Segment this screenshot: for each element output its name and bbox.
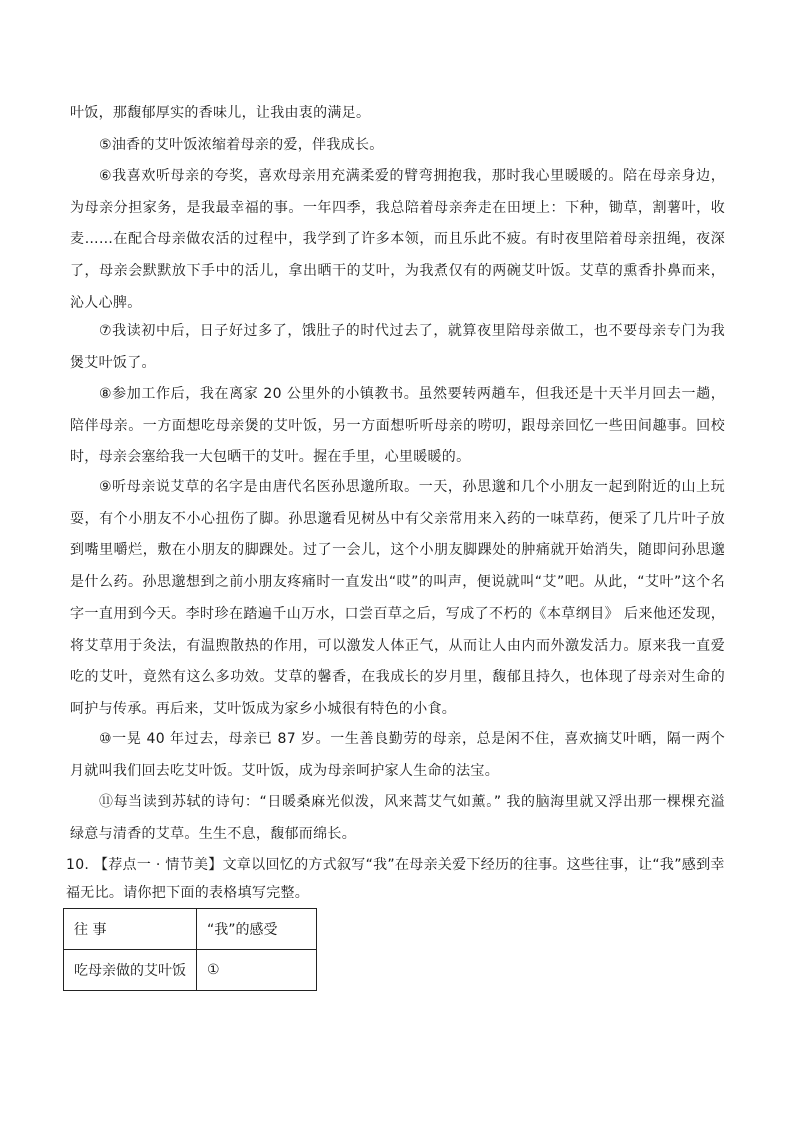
feeling-answer-cell[interactable]: ① [197, 950, 317, 991]
paragraph-11 [70, 787, 725, 850]
paragraph-5: ⑤油香的艾叶饭浓缩着母亲的爱，伴我成长。 [99, 137, 384, 153]
header-feeling-cell: “我”的感受 [197, 909, 317, 950]
paragraph-11-text: 每当读到苏轼的诗句：“日暖桑麻光似泼，风来蒿艾气如薰。” 我的脑海里就又浮出那一棵棵充溢绿意与清香的艾草。生生不息，馥郁而绵长。 [70, 794, 725, 842]
table-row [64, 950, 317, 991]
paragraph-7: ⑦我读初中后，日子好过多了，饿肚子的时代过去了，就算夜里陪母亲做工，也不要母亲专门为我煲艾叶饭了。 [70, 323, 725, 371]
paragraph-11-number: ⑪ [99, 794, 114, 810]
paragraph-8: ⑧参加工作后，我在离家 20 公里外的小镇教书。虽然要转两趟车，但我还是十天半月回去一趟，陪伴母亲。一方面想吃母亲煲的艾叶饭，另一方面想听听母亲的唠叨，跟母亲回忆一些田间趣事。回校时，母亲会塞给我一大包晒干的艾叶。握在手里，心里暖暖的。 [70, 386, 725, 466]
header-event-cell: 往 事 [64, 909, 197, 950]
table-header-row [64, 909, 317, 950]
paragraph-10: ⑩一晃 40 年过去，母亲已 87 岁。一生善良勤劳的母亲，总是闲不住，喜欢摘艾叶晒，隔一两个月就叫我们回去吃艾叶饭。艾叶饭，成为母亲呵护家人生命的法宝。 [70, 731, 725, 779]
paragraph-6: ⑥我喜欢听母亲的夸奖，喜欢母亲用充满柔爱的臂弯拥抱我，那时我心里暖暖的。陪在母亲身边，为母亲分担家务，是我最幸福的事。一年四季，我总陪着母亲奔走在田埂上：下种，锄草，割薯叶，收麦……在配合母亲做农活的过程中，我学到了许多本领，而且乐此不疲。有时夜里陪着母亲扭绳，夜深了，母亲会默默放下手中的活儿，拿出晒干的艾叶，为我煮仅有的两碗艾叶饭。艾草的熏香扑鼻而来，沁人心脾。 [70, 168, 725, 311]
paragraph-9: ⑨听母亲说艾草的名字是由唐代名医孙思邈所取。一天，孙思邈和几个小朋友一起到附近的山上玩耍，有个小朋友不小心扭伤了脚。孙思邈看见树丛中有父亲常用来入药的一味草药，便采了几片叶子放到嘴里嚼烂，敷在小朋友的脚踝处。过了一会儿，这个小朋友脚踝处的肿痛就开始消失，随即问孙思邈是什么药。孙思邈想到之前小朋友疼痛时一直发出“哎”的叫声，便说就叫“艾”吧。从此，“艾叶”这个名字一直用到今天。李时珍在踏遍千山万水，口尝百草之后，写成了不朽的《本草纲目》 后来他还发现，将艾草用于灸法，有温煦散热的作用，可以激发人体正气，从而让人由内而外激发活力。原来我一直爱吃的艾叶，竟然有这么多功效。艾草的馨香，在我成长的岁月里，馥郁且持久，也体现了母亲对生命的呵护与传承。再后来，艾叶饭成为家乡小城很有特色的小食。 [70, 479, 725, 717]
paragraph-continued: 叶饭，那馥郁厚实的香味儿，让我由衷的满足。 [70, 105, 371, 121]
answer-table [63, 908, 317, 991]
question-10: 10. 【荐点一 · 情节美】文章以回忆的方式叙写“我”在母亲关爱下经历的往事。这些往事，让“我”感到幸福无比。请你把下面的表格填写完整。 [66, 857, 725, 901]
event-cell: 吃母亲做的艾叶饭 [64, 950, 197, 991]
